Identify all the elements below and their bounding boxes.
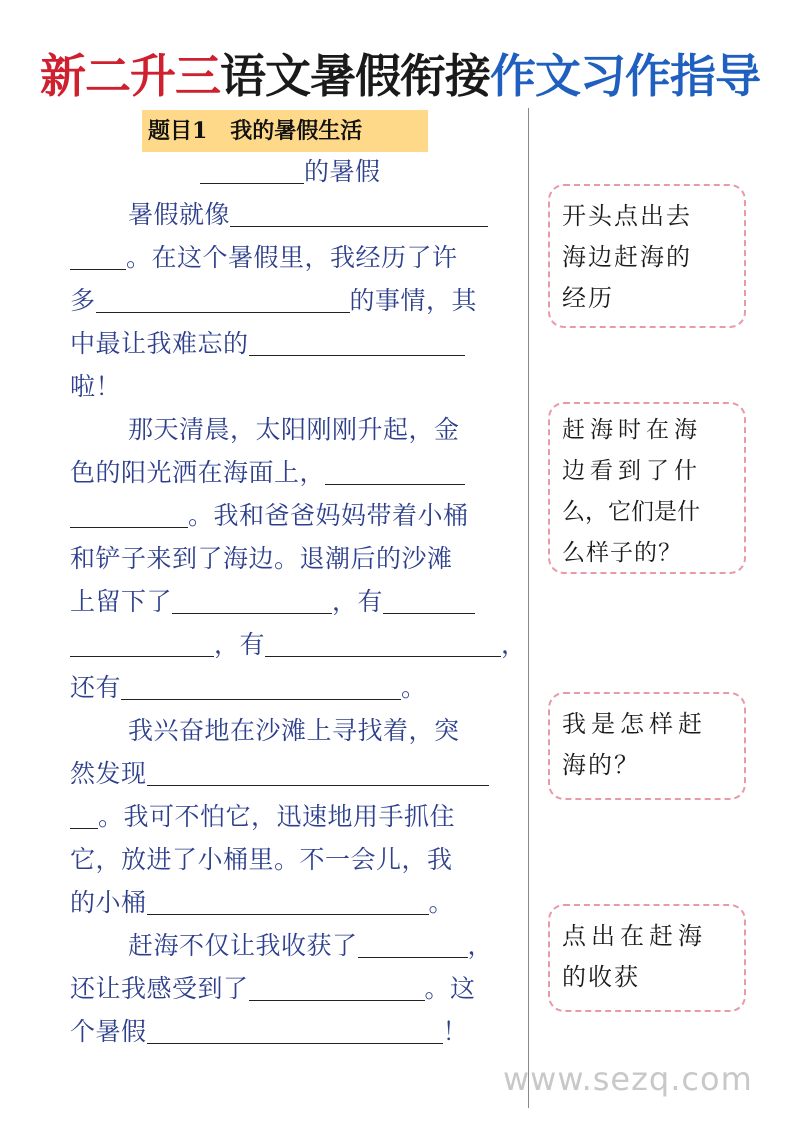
essay-line (128, 926, 493, 966)
essay-text: 它，放进了小桶里。不一会儿，我 (70, 845, 453, 874)
hint-box-harvest (548, 904, 746, 1012)
blank-field[interactable] (96, 284, 350, 313)
blank-field[interactable] (70, 628, 214, 657)
essay-text: 。 (401, 673, 427, 702)
hint-text: 的收获 (562, 963, 640, 991)
essay-line (70, 883, 454, 923)
hint-text: 经历 (562, 284, 614, 312)
blank-field[interactable] (358, 929, 468, 958)
blank-field[interactable] (70, 499, 188, 528)
essay-text: 。在这个暑假里，我经历了许 (126, 243, 458, 272)
essay-text: 我兴奋地在沙滩上寻找着，突 (128, 716, 460, 745)
essay-line (70, 453, 465, 493)
essay-text: 中最让我难忘的 (70, 329, 249, 358)
blank-field[interactable] (325, 456, 465, 485)
topic-label: 题目1 我的暑假生活 (142, 110, 428, 152)
essay-text: 还有 (70, 673, 122, 702)
essay-line (70, 625, 527, 665)
hint-text: 点出在赶海 (562, 922, 707, 950)
essay-text: ， (501, 630, 527, 659)
essay-text: 暑假就像 (128, 200, 231, 229)
essay-text: 。我和爸爸妈妈带着小桶 (188, 501, 469, 530)
essay-line (70, 582, 475, 622)
essay-text: 那天清晨，太阳刚刚升起，金 (128, 415, 460, 444)
blank-field[interactable] (249, 972, 425, 1001)
essay-text: 的小桶 (70, 888, 147, 917)
essay-subtitle (200, 152, 381, 192)
hint-text: 么，它们是什 (562, 499, 700, 525)
hint-box-seeing (548, 402, 746, 574)
essay-line (70, 496, 469, 536)
essay-text: 上留下了 (70, 587, 173, 616)
hint-text: 边看到了什 (562, 458, 702, 484)
hint-box-opening (548, 184, 746, 328)
title-black-part: 语文暑假衔接 (220, 49, 490, 103)
hint-box-method (548, 692, 746, 800)
essay-text: 多 (70, 286, 96, 315)
essay-line (70, 754, 489, 794)
hint-text: 么样子的？ (562, 540, 682, 566)
essay-text: 的事情，其 (349, 286, 478, 315)
essay-line (70, 324, 465, 364)
blank-field[interactable] (265, 628, 501, 657)
essay-line (128, 195, 488, 235)
blank-field[interactable] (147, 1015, 443, 1044)
essay-text: 。我可不怕它，迅速地用手抓住 (98, 802, 456, 831)
column-divider (528, 108, 529, 1108)
essay-text: 啦！ (70, 372, 122, 401)
essay-text: 然发现 (70, 759, 147, 788)
title-red-part: 新二升三 (40, 49, 220, 103)
essay-line (128, 410, 460, 450)
blank-field[interactable] (383, 585, 475, 614)
essay-text: ，有 (332, 587, 384, 616)
essay-text: ， (467, 931, 494, 960)
essay-line (70, 1012, 468, 1052)
hint-text: 我是怎样赶 (562, 710, 707, 738)
watermark: www.sezq.com (503, 1060, 753, 1098)
essay-text: 的暑假 (304, 157, 381, 186)
blank-field[interactable] (147, 757, 489, 786)
essay-text: 和铲子来到了海边。退潮后的沙滩 (70, 544, 453, 573)
blank-field[interactable] (147, 886, 429, 915)
blank-field[interactable] (230, 198, 488, 227)
essay-line (70, 281, 477, 321)
blank-field[interactable] (70, 800, 98, 829)
essay-line (70, 539, 453, 579)
blank-field[interactable] (249, 327, 465, 356)
blank-field[interactable] (172, 585, 332, 614)
essay-line (70, 969, 476, 1009)
hint-text: 开头点出去 (562, 202, 692, 230)
hint-text: 海边赶海的 (562, 243, 692, 271)
essay-text: 。 (428, 888, 455, 917)
essay-text: ！ (442, 1017, 469, 1046)
essay-text: 个暑假 (70, 1017, 147, 1046)
essay-text: ，有 (214, 630, 266, 659)
essay-text: 色的阳光洒在海面上， (70, 458, 326, 487)
blank-field[interactable] (121, 671, 401, 700)
essay-line (70, 840, 453, 880)
essay-text: 赶海不仅让我收获了 (128, 931, 358, 960)
hint-text: 赶海时在海 (562, 417, 702, 443)
hint-text: 海的？ (562, 751, 640, 779)
essay-text: 还让我感受到了 (70, 974, 249, 1003)
blank-field[interactable] (200, 155, 304, 184)
essay-line (70, 238, 458, 278)
blank-field[interactable] (70, 241, 126, 270)
essay-line (70, 367, 121, 407)
page-title (0, 44, 800, 108)
essay-line (70, 668, 427, 708)
essay-text: 。这 (424, 974, 476, 1003)
title-blue-part: 作文习作指导 (490, 49, 760, 103)
essay-line (128, 711, 460, 751)
essay-line (70, 797, 455, 837)
